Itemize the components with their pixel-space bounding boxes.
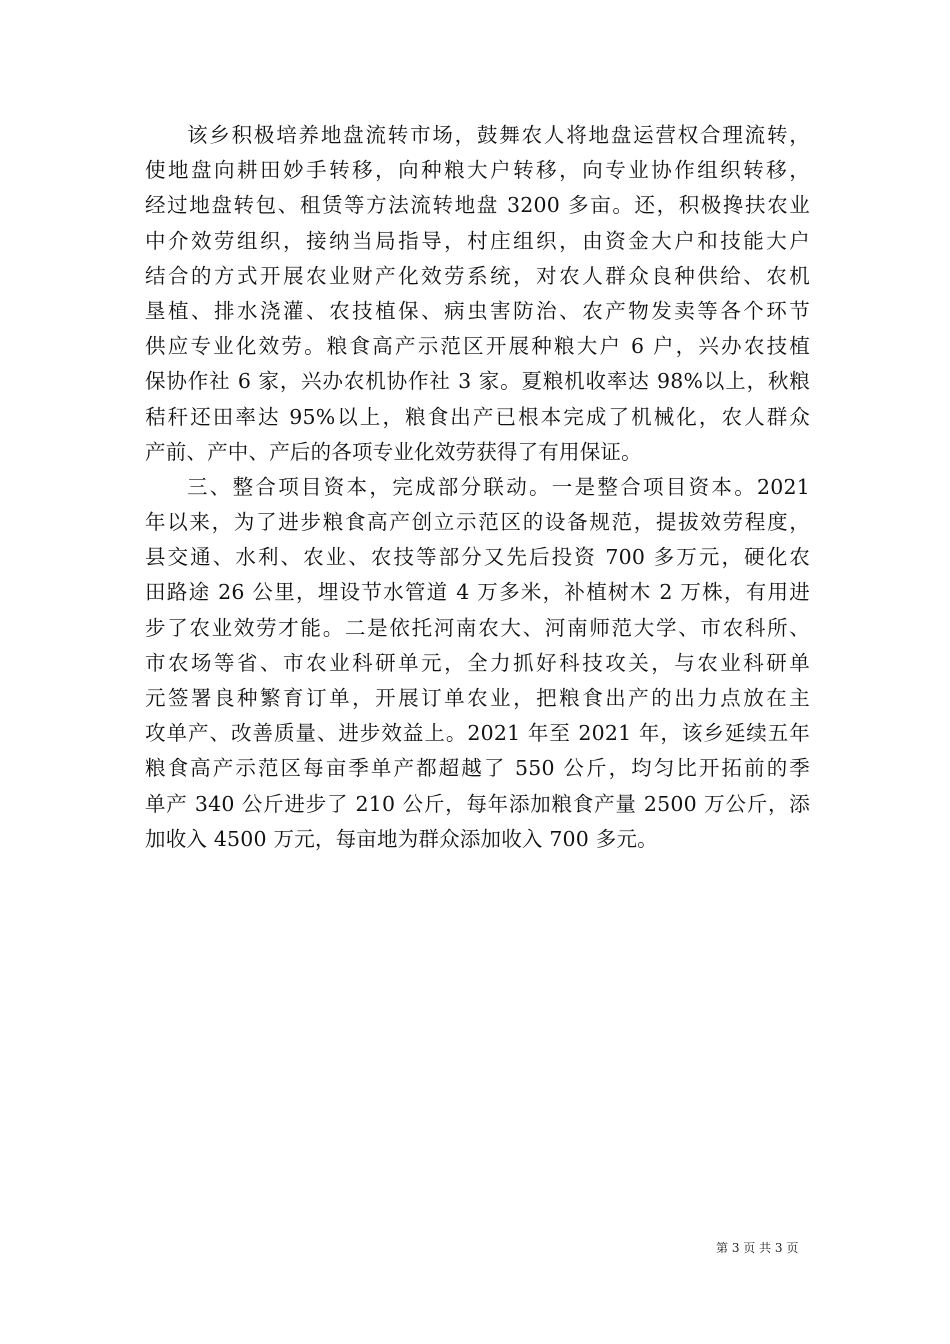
text-line: 年以来，为了进步粮食高产创立示范区的设备规范，提拔效劳程度， [145, 510, 810, 535]
text-line: 步了农业效劳才能。二是依托河南农大、河南师范大学、市农科所、 [145, 615, 810, 640]
page-number: 第 3 页 共 3 页 [716, 1241, 799, 1255]
text-line: 供应专业化效劳。粮食高产示范区开展种粮大户 6 户，兴办农技植 [145, 334, 810, 359]
text-line: 单产 340 公斤进步了 210 公斤，每年添加粮食产量 2500 万公斤，添 [145, 791, 810, 816]
text-line: 中介效劳组织，接纳当局指导，村庄组织，由资金大户和技能大户 [145, 228, 810, 253]
text-line: 产前、产中、产后的各项专业化效劳获得了有用保证。 [145, 439, 642, 464]
text-line: 粮食高产示范区每亩季单产都超越了 550 公斤，均匀比开拓前的季 [145, 756, 810, 781]
body-text [145, 118, 810, 857]
text-line: 市农场等省、市农业科研单元，全力抓好科技攻关，与农业科研单 [145, 650, 810, 675]
text-line: 使地盘向耕田妙手转移，向种粮大户转移，向专业协作组织转移， [145, 158, 810, 183]
text-line: 县交通、水利、农业、农技等部分又先后投资 700 多万元，硬化农 [145, 545, 810, 570]
text-line: 攻单产、改善质量、进步效益上。2021 年至 2021 年，该乡延续五年 [145, 721, 810, 746]
text-line: 经过地盘转包、租赁等方法流转地盘 3200 多亩。还，积极搀扶农业 [145, 193, 810, 218]
text-line: 秸秆还田率达 95%以上，粮食出产已根本完成了机械化，农人群众 [145, 404, 810, 429]
text-line: 加收入 4500 万元，每亩地为群众添加收入 700 多元。 [145, 826, 658, 851]
text-line: 保协作社 6 家，兴办农机协作社 3 家。夏粮机收率达 98%以上，秋粮 [145, 369, 810, 394]
text-line: 结合的方式开展农业财产化效劳系统，对农人群众良种供给、农机 [145, 263, 810, 288]
text-line: 元签署良种繁育订单，开展订单农业，把粮食出产的出力点放在主 [145, 686, 810, 710]
text-line: 该乡积极培养地盘流转市场，鼓舞农人将地盘运营权合理流转， [187, 123, 810, 147]
text-line: 垦植、排水浇灌、农技植保、病虫害防治、农产物发卖等各个环节 [145, 298, 810, 323]
text-line: 田路途 26 公里，埋设节水管道 4 万多米，补植树木 2 万株，有用进 [145, 580, 810, 605]
text-line: 三、整合项目资本，完成部分联动。一是整合项目资本。2021 [187, 474, 810, 499]
